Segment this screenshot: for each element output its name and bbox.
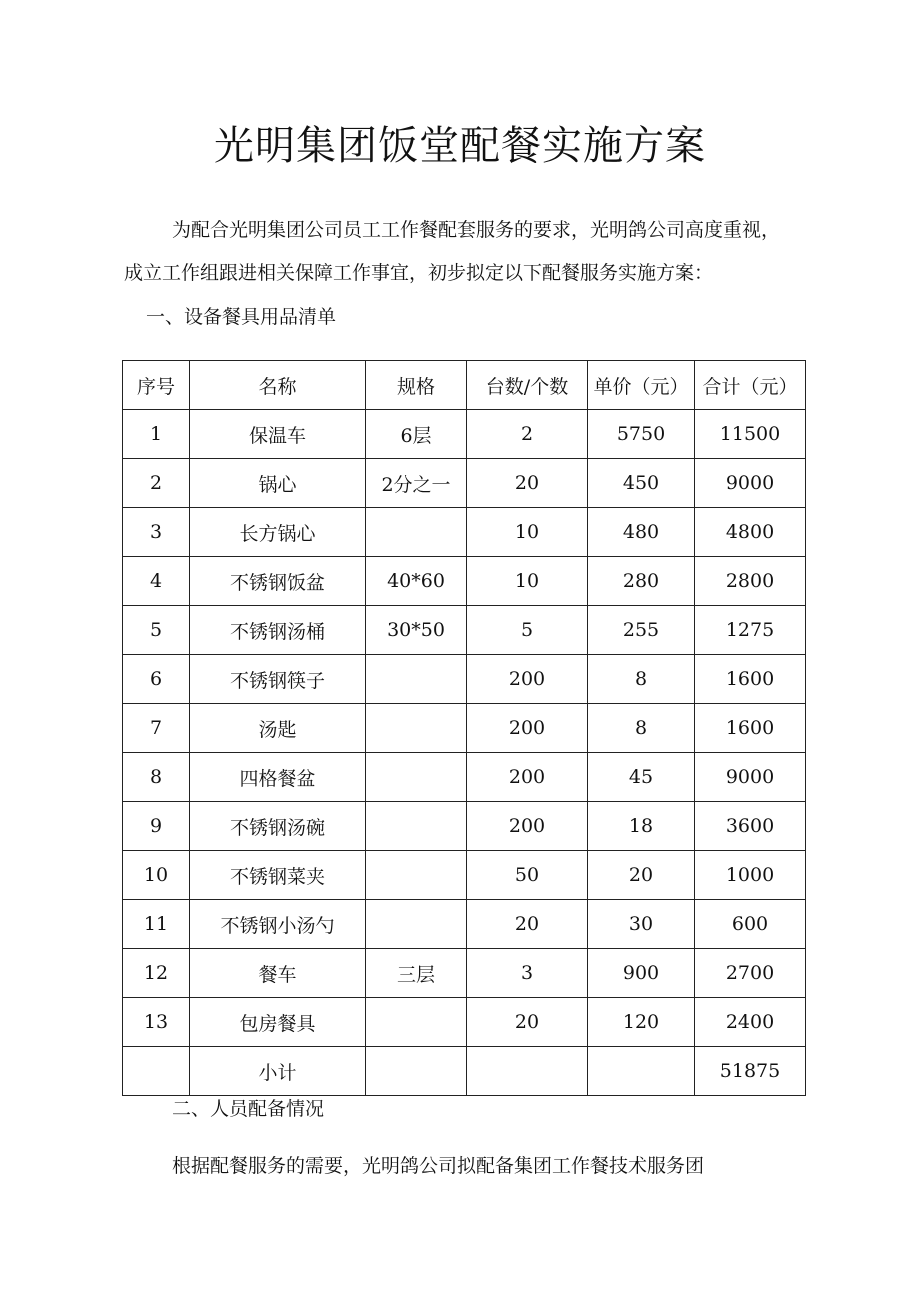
table-header-row: [123, 361, 806, 410]
cell-name: 不锈钢汤桶: [190, 606, 366, 655]
cell-name: 不锈钢小汤勺: [190, 900, 366, 949]
cell-total: 1600: [695, 704, 806, 753]
cell-index: 2: [123, 459, 190, 508]
cell-name: 汤匙: [190, 704, 366, 753]
cell-index: 7: [123, 704, 190, 753]
cell-index: 8: [123, 753, 190, 802]
section2-paragraph: 根据配餐服务的需要，光明鸽公司拟配备集团工作餐技术服务团: [172, 1155, 705, 1177]
cell-quantity: 5: [467, 606, 588, 655]
cell-unit-price: 20: [588, 851, 695, 900]
table-row: [123, 998, 806, 1047]
cell-index: 12: [123, 949, 190, 998]
cell-name: 不锈钢汤碗: [190, 802, 366, 851]
cell-quantity: 50: [467, 851, 588, 900]
cell-total: 4800: [695, 508, 806, 557]
cell-name: 不锈钢筷子: [190, 655, 366, 704]
cell-unit-price: 280: [588, 557, 695, 606]
cell-name: 不锈钢饭盆: [190, 557, 366, 606]
header-name: 名称: [190, 361, 366, 410]
cell-unit-price: 120: [588, 998, 695, 1047]
cell-name: 包房餐具: [190, 998, 366, 1047]
section2-heading: 二、人员配备情况: [172, 1098, 325, 1120]
cell-spec: [366, 851, 467, 900]
header-quantity: 台数/个数: [467, 361, 588, 410]
cell-quantity: 10: [467, 557, 588, 606]
subtotal-value: 51875: [695, 1047, 806, 1096]
cell-index: 5: [123, 606, 190, 655]
cell-total: 600: [695, 900, 806, 949]
cell-quantity: 3: [467, 949, 588, 998]
cell-spec: [366, 704, 467, 753]
cell-total: 3600: [695, 802, 806, 851]
cell-total: 9000: [695, 753, 806, 802]
cell-name: 不锈钢菜夹: [190, 851, 366, 900]
subtotal-label: 小计: [190, 1047, 366, 1096]
cell-total: 2700: [695, 949, 806, 998]
document-title: 光明集团饭堂配餐实施方案: [214, 123, 706, 169]
cell-name: 保温车: [190, 410, 366, 459]
cell-spec: 40*60: [366, 557, 467, 606]
cell-quantity: 20: [467, 459, 588, 508]
cell-quantity: 10: [467, 508, 588, 557]
intro-paragraph-line1: 为配合光明集团公司员工工作餐配套服务的要求，光明鸽公司高度重视，: [172, 219, 781, 241]
cell-index: 3: [123, 508, 190, 557]
subtotal-empty-spec: [366, 1047, 467, 1096]
cell-index: 4: [123, 557, 190, 606]
intro-paragraph-line2: 成立工作组跟进相关保障工作事宜，初步拟定以下配餐服务实施方案：: [124, 262, 714, 284]
section1-heading: 一、设备餐具用品清单: [146, 306, 337, 328]
subtotal-empty-quantity: [467, 1047, 588, 1096]
cell-index: 11: [123, 900, 190, 949]
subtotal-empty-price: [588, 1047, 695, 1096]
cell-spec: [366, 998, 467, 1047]
cell-index: 6: [123, 655, 190, 704]
equipment-table: [122, 360, 806, 1096]
header-spec: 规格: [366, 361, 467, 410]
table-row: [123, 753, 806, 802]
table-row: [123, 557, 806, 606]
cell-spec: [366, 753, 467, 802]
cell-total: 2400: [695, 998, 806, 1047]
table-row: [123, 459, 806, 508]
cell-spec: [366, 655, 467, 704]
cell-spec: [366, 508, 467, 557]
cell-total: 1000: [695, 851, 806, 900]
cell-spec: 三层: [366, 949, 467, 998]
cell-total: 2800: [695, 557, 806, 606]
table-row: [123, 949, 806, 998]
table-row: [123, 704, 806, 753]
cell-total: 1275: [695, 606, 806, 655]
cell-unit-price: 45: [588, 753, 695, 802]
cell-spec: 2分之一: [366, 459, 467, 508]
table-row: [123, 802, 806, 851]
cell-quantity: 20: [467, 998, 588, 1047]
cell-spec: 6层: [366, 410, 467, 459]
cell-spec: 30*50: [366, 606, 467, 655]
cell-index: 13: [123, 998, 190, 1047]
cell-unit-price: 30: [588, 900, 695, 949]
cell-quantity: 2: [467, 410, 588, 459]
cell-name: 锅心: [190, 459, 366, 508]
header-index: 序号: [123, 361, 190, 410]
cell-unit-price: 900: [588, 949, 695, 998]
cell-index: 1: [123, 410, 190, 459]
cell-quantity: 200: [467, 704, 588, 753]
cell-unit-price: 450: [588, 459, 695, 508]
cell-quantity: 20: [467, 900, 588, 949]
cell-unit-price: 18: [588, 802, 695, 851]
cell-spec: [366, 802, 467, 851]
table-row: [123, 508, 806, 557]
subtotal-empty-index: [123, 1047, 190, 1096]
cell-unit-price: 255: [588, 606, 695, 655]
table-row: [123, 900, 806, 949]
cell-unit-price: 480: [588, 508, 695, 557]
table-row: [123, 410, 806, 459]
header-total: 合计（元）: [695, 361, 806, 410]
table-row: [123, 851, 806, 900]
cell-index: 10: [123, 851, 190, 900]
subtotal-row: [123, 1047, 806, 1096]
header-unit-price: 单价（元）: [588, 361, 695, 410]
cell-total: 9000: [695, 459, 806, 508]
cell-name: 餐车: [190, 949, 366, 998]
cell-name: 长方锅心: [190, 508, 366, 557]
cell-name: 四格餐盆: [190, 753, 366, 802]
table-row: [123, 655, 806, 704]
cell-quantity: 200: [467, 802, 588, 851]
cell-unit-price: 5750: [588, 410, 695, 459]
cell-unit-price: 8: [588, 704, 695, 753]
cell-quantity: 200: [467, 753, 588, 802]
cell-spec: [366, 900, 467, 949]
cell-total: 11500: [695, 410, 806, 459]
cell-quantity: 200: [467, 655, 588, 704]
table-row: [123, 606, 806, 655]
cell-index: 9: [123, 802, 190, 851]
cell-unit-price: 8: [588, 655, 695, 704]
cell-total: 1600: [695, 655, 806, 704]
